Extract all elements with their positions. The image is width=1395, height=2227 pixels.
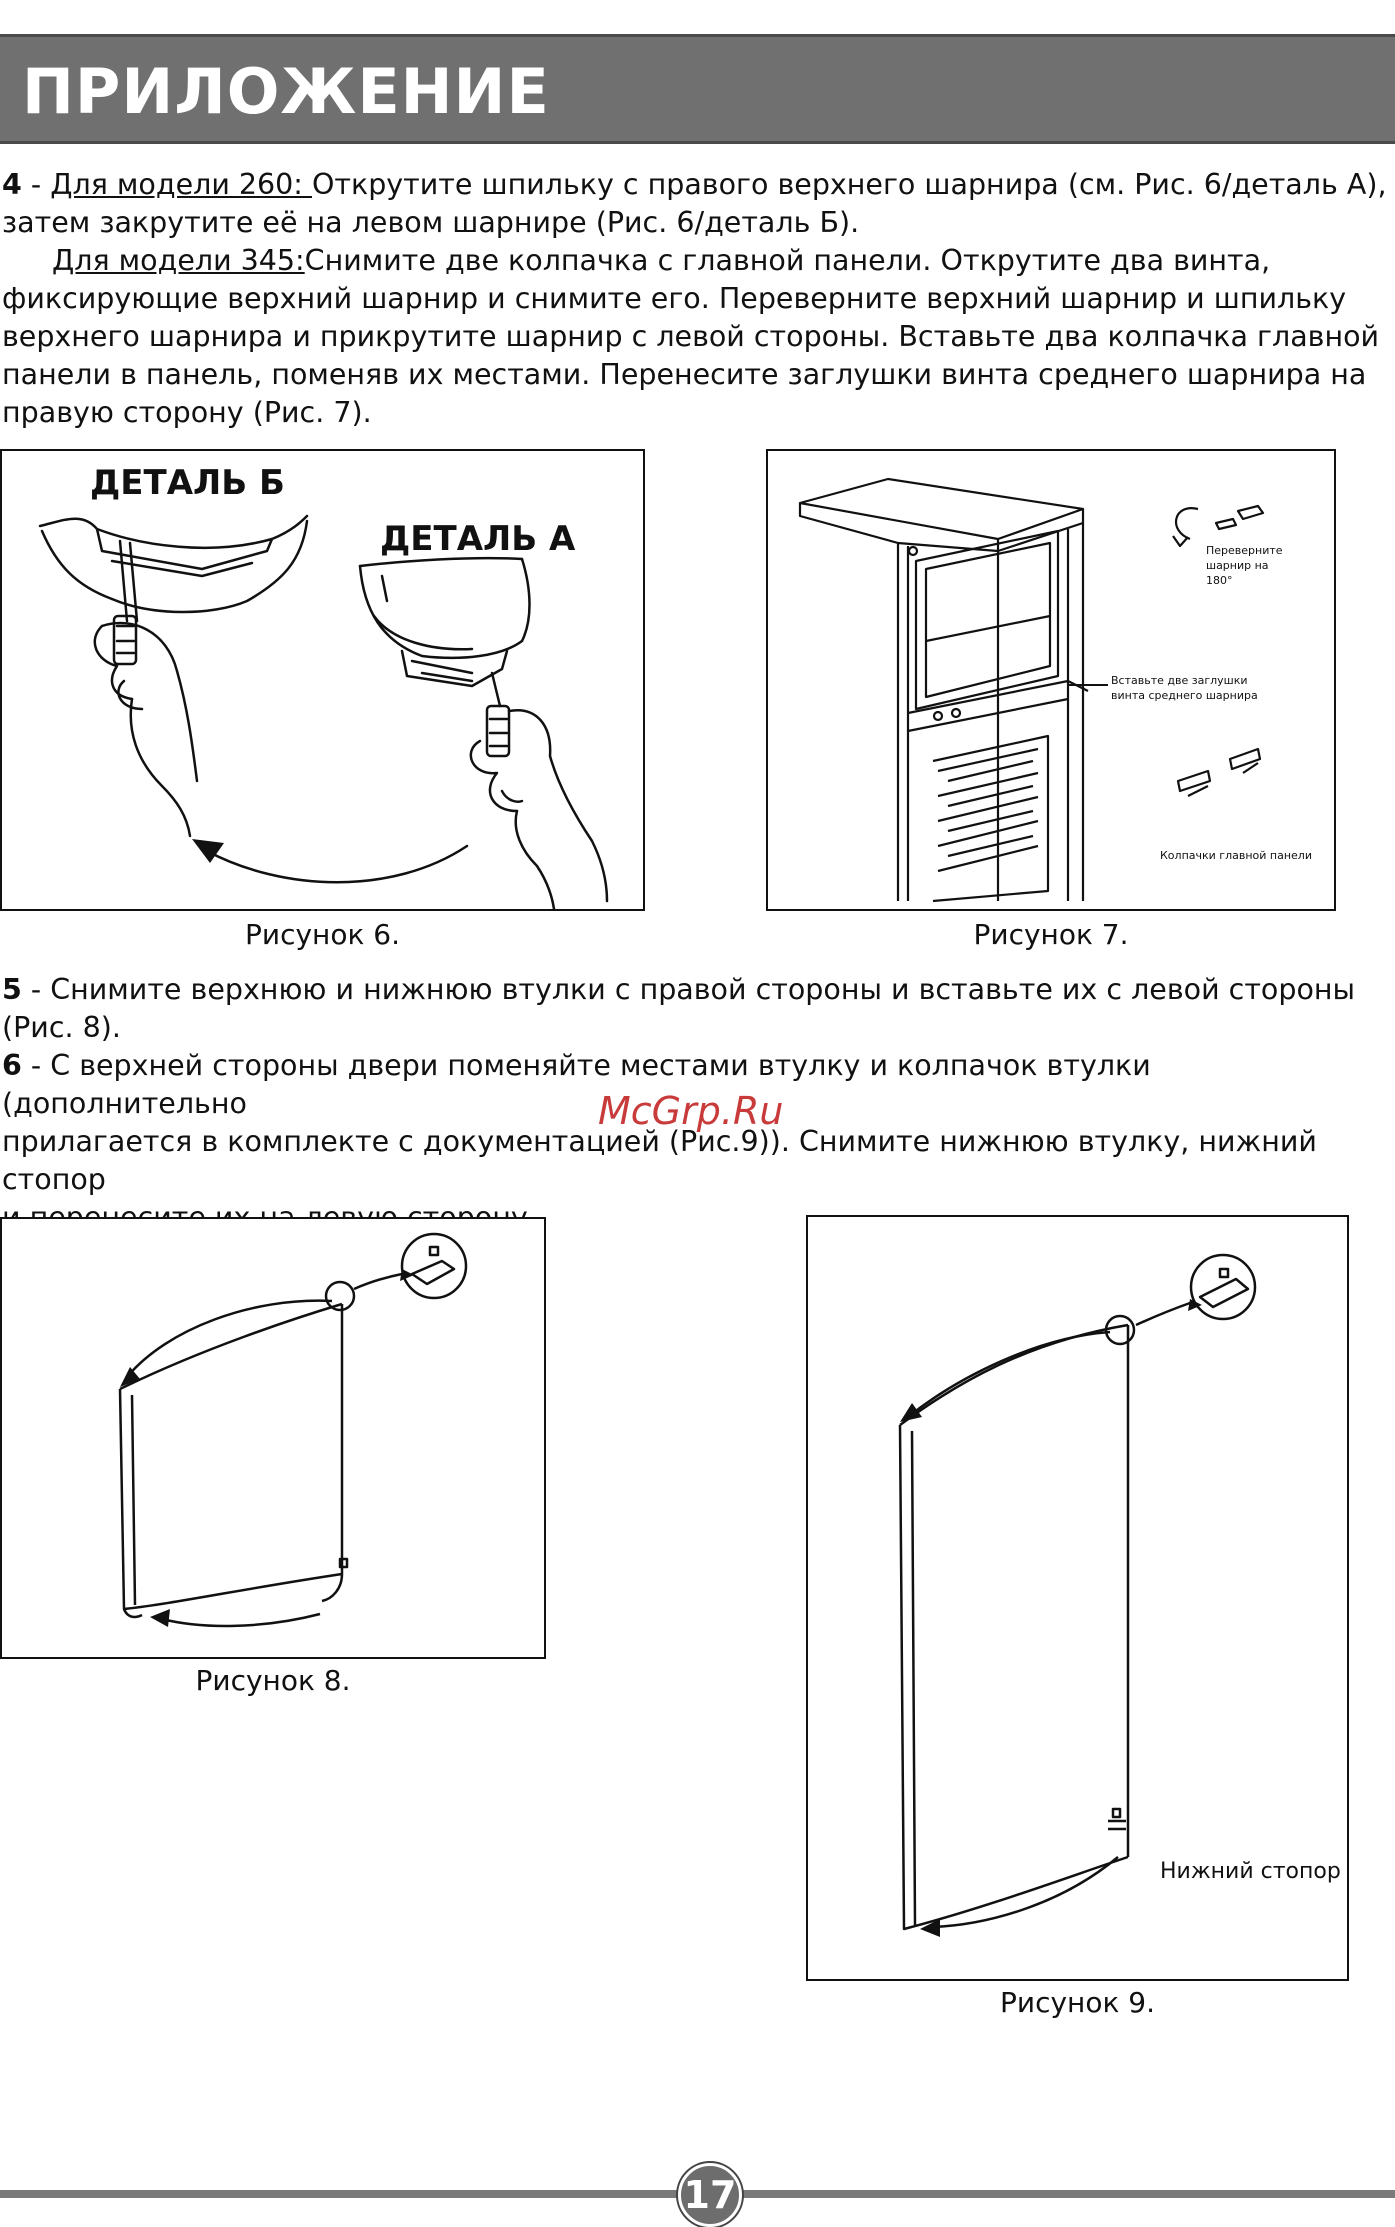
- fig7-plugs-label: [1111, 673, 1261, 703]
- step5-number: 5: [2, 973, 22, 1006]
- step6-text: - С верхней стороны двери поменяйте местами втулку и колпачок втулки (дополнительно: [2, 1049, 1151, 1120]
- step4-number: 4: [2, 168, 22, 201]
- model345-text: Снимите две колпачка с главной панели. Открутите два винта,: [304, 244, 1271, 277]
- fig7-plugs-line2: винта среднего шарнира: [1111, 689, 1258, 702]
- page-number: 17: [678, 2163, 742, 2227]
- figure-9: [806, 1215, 1349, 1981]
- step4-line6: панели в панель, поменяв их местами. Перенесите заглушки винта среднего шарнира на: [2, 358, 1367, 391]
- model260-label: Для модели 260:: [50, 168, 312, 201]
- step5-text: - Снимите верхнюю и нижнюю втулки с правой стороны и вставьте их с левой стороны: [21, 973, 1356, 1006]
- fig7-flip-line1: Переверните: [1206, 544, 1283, 557]
- fig7-flip-line2: шарнир на: [1206, 559, 1269, 572]
- step6-number: 6: [2, 1049, 22, 1082]
- step4-paragraph: [0, 166, 1390, 432]
- model345-label: Для модели 345:: [52, 244, 305, 277]
- figure-7: [766, 449, 1336, 911]
- fig7-plugs-line1: Вставьте две заглушки: [1111, 674, 1248, 687]
- step5-text-2: (Рис. 8).: [2, 1011, 121, 1044]
- page-title: ПРИЛОЖЕНИЕ: [22, 55, 550, 128]
- page-header: [0, 34, 1395, 144]
- fig7-caps-label: Колпачки главной панели: [1160, 849, 1312, 862]
- step4-dash: -: [21, 168, 51, 201]
- fig7-flip-label: [1206, 543, 1316, 588]
- step4-line7: правую сторону (Рис. 7).: [2, 396, 372, 429]
- step6-paragraph: [0, 1047, 1390, 1237]
- figure-6-caption: Рисунок 6.: [244, 918, 400, 951]
- watermark: McGrp.Ru: [598, 1089, 784, 1133]
- figure-8-caption: Рисунок 8.: [195, 1664, 351, 1697]
- figure-9-caption: Рисунок 9.: [999, 1986, 1155, 2019]
- figure-7-caption: Рисунок 7.: [973, 918, 1129, 951]
- figure-6: [0, 449, 645, 911]
- fig7-flip-line3: 180°: [1206, 574, 1233, 587]
- figure-8-illustration: [2, 1219, 548, 1661]
- model260-text: Открутите шпильку с правого верхнего шарнира (см. Рис. 6/деталь А),: [311, 168, 1387, 201]
- step5-paragraph: [0, 971, 1390, 1047]
- figure-8: [0, 1217, 546, 1659]
- step6-text-2: прилагается в комплекте с документацией (Рис.9)). Снимите нижнюю втулку, нижний стопор: [2, 1125, 1317, 1196]
- step4-line5: верхнего шарнира и прикрутите шарнир с левой стороны. Вставьте два колпачка главной: [2, 320, 1380, 353]
- model260-text-2: затем закрутите её на левом шарнире (Рис. 6/деталь Б).: [2, 206, 860, 239]
- step4-line4: фиксирующие верхний шарнир и снимите его. Переверните верхний шарнир и шпильку: [2, 282, 1347, 315]
- detail-a-label: ДЕТАЛЬ А: [380, 519, 576, 559]
- fig9-stop-label: Нижний стопор: [1160, 1859, 1341, 1884]
- detail-b-label: ДЕТАЛЬ Б: [90, 463, 285, 503]
